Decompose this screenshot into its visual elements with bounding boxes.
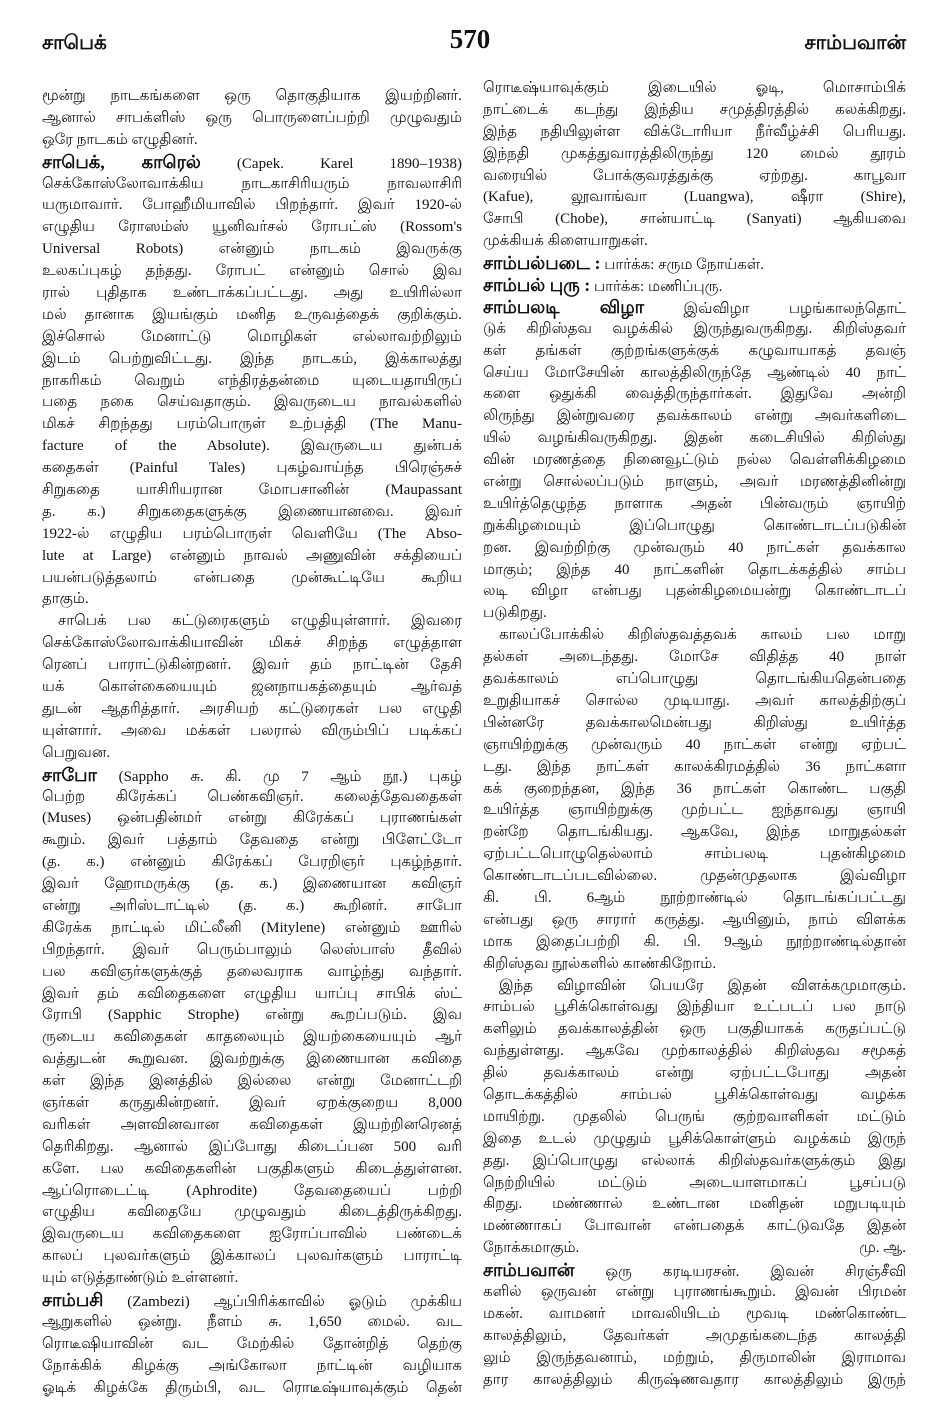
line-text: பெறுவன.: [42, 744, 111, 761]
line-text: இவர் ஹோமருக்கு (த. க.) இணையான கவிஞர்: [42, 876, 462, 893]
text-line: [42, 305, 462, 327]
text-line: [483, 647, 906, 669]
text-line: [483, 1194, 906, 1216]
paragraph: [42, 611, 462, 764]
line-text: தார காலத்திலும் கிருஷ்ணவதார காலத்திலும் இருந்: [483, 1371, 906, 1388]
line-text: டுக் கிறிஸ்தவ வழக்கில் இருந்துவருகிறது. கிறிஸ்தவர்: [483, 320, 906, 337]
text-line: [483, 1216, 906, 1238]
text-line: [483, 1326, 906, 1348]
text-line: [483, 866, 906, 888]
text-line: [483, 844, 906, 866]
line-text: றன்றே தொடங்கியது. ஆகவே, இந்த மாறுதல்கள்: [483, 824, 906, 841]
text-line: [42, 480, 462, 502]
text-line: [42, 1115, 462, 1137]
text-line: [42, 765, 462, 787]
line-text: கொண்டாடப்படவில்லை. முதன்முதலாக இவ்விழா: [483, 868, 906, 885]
text-line: [42, 1268, 462, 1290]
line-text: பார்க்க: சரும நோய்கள்.: [604, 257, 765, 274]
line-text: பின்னரே தவக்காலமென்பது கிறிஸ்து உயிர்த்த: [483, 714, 906, 731]
entry-heading: சாம்பசி: [42, 1289, 104, 1310]
line-text: கிரேக்க நாட்டில் மிட்லீனி (Mitylene) என்னும் ஊரில்: [42, 919, 462, 936]
line-text: 1922-ல் எழுதிய பரம்பொருள் வெளியே (The Abso-: [42, 525, 462, 542]
line-text: பல கவிஞர்களுக்குத் தலைவராக வாழ்ந்து வந்தார்.: [42, 963, 462, 980]
line-text: என்பது ஒரு சாரார் கருத்து. ஆயினும், நாம் விளக்க: [483, 911, 906, 928]
text-line: [42, 918, 462, 940]
text-line: [42, 86, 462, 108]
line-text: செக்கோஸ்லோவாக்கிய நாடகாசிரியரும் நாவலாசிரி: [42, 175, 462, 192]
text-line: [42, 1290, 462, 1312]
text-line: [42, 830, 462, 852]
entry-heading: சாம்பவான்: [483, 1260, 575, 1281]
text-line: [42, 1312, 462, 1334]
paragraph: [483, 625, 906, 975]
line-text: தில் தவக்காலம் என்று ஏற்பட்டபோது அதன்: [483, 1065, 906, 1082]
text-line: [483, 997, 906, 1019]
line-text: லும் இருந்தவனாம், மற்றும், திருமாலின் இராமாவ: [483, 1349, 906, 1366]
text-line: [42, 808, 462, 830]
text-line: [483, 450, 906, 472]
entry: [483, 297, 906, 625]
line-text: முக்கியக் கிளையாறுகள்.: [483, 233, 648, 250]
line-text: வரையில் போக்குவரத்துக்கு ஏற்றது. காபூவா: [483, 167, 906, 184]
text-line: [42, 1071, 462, 1093]
line-text: துடன் ஆதரித்தார். அரசியற் கட்டுரைகள் பல எழுதி: [42, 700, 462, 717]
line-text: நாட்டைக் கடந்து இந்திய சமுத்திரத்தில் கலக்கிறது.: [483, 101, 906, 118]
text-line: [483, 516, 906, 538]
text-line: [483, 669, 906, 691]
line-text: (த. க.) என்னும் கிரேக்கப் பேரறிஞர் புகழ்ந்தார்.: [42, 854, 462, 871]
line-text: யும் எடுத்தாண்டும் உள்ளனர்.: [42, 1270, 239, 1287]
line-text: த. க.) சிறுகதைகளுக்கு இணையானவை. இவர்: [42, 503, 462, 520]
text-line: [483, 428, 906, 450]
text-line: [42, 568, 462, 590]
text-line: [42, 239, 462, 261]
line-text: களிலும் தவக்காலத்தின் ஒரு பகுதியாகக் கருதப்பட்டு: [483, 1021, 906, 1038]
line-text: ஞர்கள் கருதுகின்றனர். இவர் ஏறக்குறைய 8,000: [42, 1094, 462, 1111]
text-line: [483, 1129, 906, 1151]
line-text: தல்கள் அடைந்தது. மோசே விதித்த 40 நாள்: [483, 649, 906, 666]
text-line: [483, 297, 906, 319]
text-line: [42, 721, 462, 743]
text-line: [483, 625, 906, 647]
line-text: வின் மரணத்தை நினைவூட்டும் நல்ல வெள்ளிக்கிழமை: [483, 452, 906, 469]
line-text: மாக இதைப்பற்றி கி. பி. 9ஆம் நூற்றாண்டில்தான்: [483, 933, 906, 950]
line-text: லிருந்து இன்றுவரை தவக்காலம் என்று அவர்களிடை: [483, 408, 906, 425]
line-text: ஞாயிற்றுக்கு முன்வரும் 40 நாட்கள் என்று ஏற்பட்: [483, 736, 906, 753]
text-line: [42, 611, 462, 633]
line-text: கள் இந்த இனத்தில் இல்லை என்று மேனாட்டறி: [42, 1073, 462, 1090]
entry: [42, 765, 462, 1290]
line-text: இவர் தம் கவிதைகளை எழுதிய யாப்பு சாபிக் ஸ்ட்: [42, 985, 462, 1002]
text-line: [483, 1304, 906, 1326]
text-line: [483, 122, 906, 144]
text-line: [42, 283, 462, 305]
line-text: யக் கொள்கையையும் ஜனநாயகத்தையும் ஆர்வத்: [42, 679, 462, 696]
entry: [483, 275, 906, 297]
line-text: மாயிற்று. முதலில் பெருங் குற்றவாளிகள் மட்டும்: [483, 1108, 906, 1125]
line-text: ஓடிக் கிழக்கே திரும்பி, வட ரொடீஷ்யாவுக்கும் தென்: [42, 1379, 462, 1396]
text-line: [483, 1282, 906, 1304]
line-text: வரிகள் அளவினவான கவிதைகள் இயற்றினரெனத்: [42, 1116, 462, 1133]
line-text: இந்த விழாவின் பெயரே இதன் விளக்கமுமாகும்.: [499, 977, 906, 994]
line-text: ஆனால் சாபக்ளிஸ் ஒரு பொருளைப்பற்றி முழுவதும்: [42, 109, 462, 126]
text-line: [483, 1151, 906, 1173]
line-text: யுள்ளார். அவை மக்கள் பலரால் விரும்பிப் படிக்கப்: [42, 722, 462, 739]
line-text: மகன். வாமனர் மாவலியிடம் மூவடி மண்கொண்ட: [483, 1305, 906, 1322]
text-line: [483, 735, 906, 757]
text-line: [42, 1137, 462, 1159]
text-line: [483, 1370, 906, 1392]
line-text: பதை நகை செய்வதாகும். இவருடைய நாவல்களில்: [42, 394, 462, 411]
line-text: கிறது. மண்ணால் உண்டான மனிதன் மறுபடியும்: [483, 1196, 906, 1213]
line-text: சாம்பல் பூசிக்கொள்வது இந்தியா உட்படப் பல நாடு: [483, 999, 906, 1016]
line-text: ஏற்பட்டபொழுதெல்லாம் சாம்பலடி புதன்கிழமை: [483, 846, 906, 863]
text-line: [483, 341, 906, 363]
text-line: [42, 436, 462, 458]
line-text: கூறும். இவர் பத்தாம் தேவதை என்று பிளேட்டோ: [42, 832, 462, 849]
line-text: றன. இவற்றிற்கு முன்வரும் 40 நாட்கள் தவக்கால: [483, 539, 906, 556]
line-text: காலப் புலவர்களும் இக்காலப் புலவர்களும் பாராட்டி: [42, 1248, 462, 1265]
line-text: (Muses) ஒன்பதின்மர் என்று கிரேக்கப் புராணங்கள்: [42, 810, 462, 827]
text-line: [483, 581, 906, 603]
text-line: [483, 472, 906, 494]
line-text: ஆப்ரொடைட்டி (Aphrodite) தேவதையைப் பற்றி: [42, 1182, 462, 1199]
entry: [42, 152, 462, 612]
text-line: [483, 910, 906, 932]
line-text: தவக்காலம் எப்பொழுது தொடங்கியதென்பதை: [483, 671, 906, 688]
text-line: [483, 1238, 906, 1260]
text-line: [483, 384, 906, 406]
text-line: [42, 874, 462, 896]
line-text: இவ்விழா பழங்காலந்தொட்: [683, 300, 906, 317]
text-line: [483, 78, 906, 100]
line-text: எழுதிய ரோஸம்ஸ் யூனிவர்சல் ரோபட்ஸ் (Rossom's: [42, 219, 462, 236]
text-line: [42, 1181, 462, 1203]
entry-heading: சாம்பல்படை :: [483, 253, 601, 274]
line-text: பார்க்க: மணிப்புரு.: [594, 279, 723, 296]
line-text: தது. இப்பொழுது எல்லாக் கிறிஸ்தவர்களுக்கும் இது: [483, 1152, 906, 1169]
text-line: [483, 319, 906, 341]
text-line: [483, 209, 906, 231]
text-line: [42, 1049, 462, 1071]
line-text: தொடக்கத்தில் சாம்பல் பூசிக்கொள்வது வழக்க: [483, 1086, 906, 1103]
line-text: கள் தங்கள் குற்றங்களுக்குக் கழுவாயாகத் தவஞ்: [483, 342, 906, 359]
text-line: [42, 984, 462, 1006]
line-text: மூன்று நாடகங்களை ஒரு தொகுதியாக இயற்றினர்.: [42, 88, 462, 104]
text-line: [42, 1356, 462, 1378]
text-line: [42, 458, 462, 480]
line-text: ஒரு கரடியரசன். இவன் சிரஞ்சீவி: [605, 1264, 906, 1281]
text-line: [483, 1019, 906, 1041]
line-text: யருமாவார். போஹீமியாவில் பிறந்தார். இவர் 1920-ல்: [42, 197, 462, 214]
text-line: [42, 677, 462, 699]
text-line: [42, 1093, 462, 1115]
text-line: [483, 187, 906, 209]
line-text: ருடைய கவிதைகள் காதலையும் இயற்கையையும் ஆர்: [42, 1029, 462, 1046]
text-line: [483, 144, 906, 166]
line-text: கதைகள் (Painful Tales) புகழ்வாய்ந்த பிரெஞ்சுச்: [42, 460, 462, 477]
line-text: lute at Large) என்னும் நாவல் அணுவின் சக்தியைப்: [42, 547, 462, 564]
line-text: மண்ணாகப் போவான் என்பதைக் காட்டுவதே இதன்: [483, 1218, 906, 1235]
text-line: [42, 940, 462, 962]
line-text: கக் குறைந்தன, இந்த 36 நாட்கள் கொண்ட பகுதி: [483, 780, 906, 797]
page-number: 570: [449, 24, 491, 54]
line-text: டது. இந்த நாட்கள் காலக்கிரமத்தில் 36 நாட்களா: [483, 758, 906, 775]
running-head-left: சாபெக்: [42, 32, 107, 54]
entry-heading: சாம்பலடி விழா: [483, 296, 645, 317]
text-line: [483, 779, 906, 801]
text-line: [483, 822, 906, 844]
text-line: [483, 275, 906, 297]
line-text: சோபி (Chobe), சான்யாட்டி (Sanyati) ஆகியவை: [483, 211, 906, 228]
entry-heading: சாபெக், காரெல்: [42, 151, 201, 172]
text-line: [42, 349, 462, 371]
text-line: [483, 932, 906, 954]
text-line: [483, 1260, 906, 1282]
line-text: உலகப்புகழ் தந்தது. ரோபட் என்னும் சொல் இவ: [42, 263, 462, 280]
right-column: [483, 78, 906, 1391]
text-line: [483, 1107, 906, 1129]
line-text: தெரிகிறது. ஆனால் இப்போது கிடைப்பன 500 வரி: [42, 1138, 462, 1155]
text-line: [483, 800, 906, 822]
line-text: பெற்ற கிரேக்கப் பெண்கவிஞர். கலைத்தேவதைகள்: [42, 788, 462, 805]
text-line: [42, 327, 462, 349]
line-text: என்று அரிஸ்டாட்டில் (த. க.) கூறினர். சாபோ: [42, 897, 462, 914]
text-line: [483, 363, 906, 385]
line-text: இச்சொல் மேனாட்டு மொழிகள் எல்லாவற்றிலும்: [42, 328, 462, 345]
line-text: களில் ஒருவன் என்று புராணங்கூறும். இவன் பிரமன்: [483, 1283, 906, 1300]
text-line: [483, 1173, 906, 1195]
line-text: செக்கோஸ்லோவாக்கியாவின் மிகச் சிறந்த எழுத்தாள: [42, 635, 462, 652]
line-text: களை ஒதுக்கி வைத்திருந்தார்கள். இதுவே அன்றி: [483, 386, 906, 403]
text-line: [42, 414, 462, 436]
text-line: [42, 174, 462, 196]
line-text: ரொடீஷ்யாவுக்கும் இடையில் ஓடி, மொசாம்பிக்: [483, 80, 906, 96]
line-text: ரோபி (Sapphic Strophe) என்று கூறப்படும். இவ: [42, 1007, 462, 1024]
line-text: ரெனப் பாராட்டுகின்றனர். இவர் தம் நாட்டின் தேசி: [42, 657, 462, 674]
line-text: நெற்றியில் மட்டும் அடையாளமாகப் பூசப்படு: [483, 1174, 906, 1191]
text-line: [42, 1378, 462, 1400]
text-line: [42, 1159, 462, 1181]
text-line: [483, 976, 906, 998]
text-line: [483, 1348, 906, 1370]
text-line: [42, 962, 462, 984]
line-text: மிகச் சிறந்தது பரம்பொருள் உற்பத்தி (The Manu-: [42, 416, 462, 433]
text-line: [42, 743, 462, 765]
line-text: நோக்கமாகும்.: [483, 1240, 580, 1257]
line-text: ரால் புதிதாக உண்டாக்கப்பட்டது. அது உயிரில்லா: [42, 285, 462, 302]
line-text: (Sappho சு. கி. மு 7 ஆம் நூ.) புகழ்: [118, 768, 462, 785]
text-line: [42, 1224, 462, 1246]
line-text: சாபெக் பல கட்டுரைகளும் எழுதியுள்ளார். இவரை: [58, 613, 462, 630]
line-text: ஒரே நாடகம் எழுதினர்.: [42, 131, 198, 148]
text-line: [483, 406, 906, 428]
line-text: facture of the Absolute). இவருடைய துன்பக்: [42, 438, 462, 455]
text-line: [483, 100, 906, 122]
line-text: யில் வழங்கிவருகிறது. இதன் கடைசியில் கிறிஸ்து: [483, 430, 906, 447]
line-text: நோக்கிக் கிழக்கு அங்கோலா நாட்டின் வழியாக: [42, 1357, 462, 1374]
text-line: [42, 392, 462, 414]
text-line: [483, 954, 906, 976]
text-line: [483, 1063, 906, 1085]
line-text: நாகரிகம் வெறும் எந்திரத்தன்மை யுடையதாயிருப்: [42, 372, 462, 389]
text-line: [483, 691, 906, 713]
line-text: வத்துடன் கூறுவன. இவற்றுக்கு இணையான கவிதை: [42, 1051, 462, 1068]
line-text: (Capek. Karel 1890–1938): [236, 155, 462, 172]
line-text: (Kafue), லூவாங்வா (Luangwa), ஷீரா (Shire),: [483, 189, 906, 206]
text-line: [42, 502, 462, 524]
entry: [483, 1260, 906, 1391]
text-line: [483, 253, 906, 275]
text-line: [42, 1334, 462, 1356]
line-text: பிறந்தார். இவர் பெரும்பாலும் லெஸ்பாஸ் தீவில்: [42, 941, 462, 958]
line-text: செய்ய மோசேயின் காலத்திலிருந்தே ஆண்டில் 40 நாட்: [483, 364, 906, 381]
running-head-right: சாம்பவான்: [804, 32, 906, 54]
line-text: தாகும்.: [42, 591, 89, 608]
text-line: [42, 1246, 462, 1268]
text-line: [483, 231, 906, 253]
line-text: கிறிஸ்தவ நூல்களில் காண்கிறோம்.: [483, 955, 717, 972]
text-line: [483, 1085, 906, 1107]
text-line: [42, 152, 462, 174]
author-signature: மு. ஆ.: [859, 1240, 906, 1257]
entry-heading: சாபோ: [42, 764, 97, 785]
text-line: [483, 538, 906, 560]
text-line: [483, 888, 906, 910]
text-line: [42, 852, 462, 874]
text-line: [483, 603, 906, 625]
text-line: [483, 166, 906, 188]
text-line: [483, 713, 906, 735]
text-line: [42, 633, 462, 655]
line-text: சிறுகதை யாசிரியரான மோபசானின் (Maupassant: [42, 482, 462, 499]
text-line: [483, 494, 906, 516]
text-line: [483, 757, 906, 779]
entry: [483, 253, 906, 275]
line-text: உயிர்த்தெழுந்த நாளாக அதன் பின்வரும் ஞாயிற்: [483, 495, 906, 512]
line-text: இவருடைய கவிதைகளை ஐரோப்பாவில் பண்டைக்: [42, 1226, 462, 1243]
paragraph: [42, 86, 462, 152]
line-text: றுக்கிழமையும் இப்பொழுது கொண்டாடப்படுகின்: [483, 517, 906, 534]
entry: [42, 1290, 462, 1399]
left-column: [42, 86, 462, 1399]
text-line: [483, 1041, 906, 1063]
line-text: எழுதிய கவிதையே முழுவதும் கிடைத்திருக்கிறது.: [42, 1204, 462, 1221]
entry-heading: சாம்பல் புரு :: [483, 275, 591, 296]
line-text: இந்நதி முகத்துவாரத்திலிருந்து 120 மைல் தூரம்: [483, 145, 906, 162]
text-line: [42, 524, 462, 546]
text-line: [483, 560, 906, 582]
paragraph: [483, 976, 906, 1261]
paragraph: [483, 78, 906, 253]
text-line: [42, 371, 462, 393]
text-line: [42, 108, 462, 130]
line-text: மாகும்; இந்த 40 நாட்களின் தொடக்கத்தில் சாம்ப: [483, 561, 906, 578]
text-line: [42, 217, 462, 239]
text-line: [42, 896, 462, 918]
line-text: கி. பி. 6ஆம் நூற்றாண்டில் தொடங்கப்பட்டது: [483, 889, 906, 906]
line-text: இடம் பெற்றுவிட்டது. இந்த நாடகம், இக்காலத்து: [42, 350, 462, 367]
line-text: லடி விழா என்பது புதன்கிழமையன்று கொண்டாடப்: [483, 583, 906, 600]
text-line: [42, 1202, 462, 1224]
text-line: [42, 699, 462, 721]
text-line: [42, 130, 462, 152]
text-line: [42, 1005, 462, 1027]
line-text: இந்த நதியிலுள்ள விக்டோரியா நீர்வீழ்ச்சி பெரியது.: [483, 123, 906, 140]
text-line: [42, 195, 462, 217]
line-text: வந்துள்ளது. ஆகவே முற்காலத்தில் கிறிஸ்தவ சமூகத்: [483, 1043, 906, 1060]
text-line: [42, 655, 462, 677]
line-text: உயிர்த்த ஞாயிற்றுக்கு முற்பட்ட ஐந்தாவது ஞாயி: [483, 802, 906, 819]
line-text: ரொடீஷியாவின் வட மேற்கில் தோன்றித் தெற்கு: [42, 1335, 462, 1352]
line-text: களே. பல கவிதைகளின் பகுதிகளும் கிடைத்துள்ளன.: [42, 1160, 462, 1177]
line-text: காலத்திலும், தேவர்கள் அமுதங்கடைந்த காலத்தி: [483, 1327, 906, 1344]
line-text: ஆறுகளில் ஒன்று. நீளம் சு. 1,650 மைல். வட: [42, 1313, 462, 1330]
line-text: இதை உடல் முழுதும் பூசிக்கொள்ளும் வழக்கம் இருந்: [483, 1130, 906, 1147]
line-text: படுகிறது.: [483, 605, 547, 622]
line-text: பயன்படுத்தலாம் என்பதை முன்கூட்டியே கூறிய: [42, 569, 462, 586]
line-text: காலப்போக்கில் கிறிஸ்தவத்தவக் காலம் பல மாறு: [499, 627, 906, 644]
text-line: [42, 546, 462, 568]
text-line: [42, 787, 462, 809]
line-text: என்று சொல்லப்படும் நாளும், அவர் மரணத்தினின்று: [483, 474, 906, 491]
line-text: மல் தானாக இயங்கும் மனித உருவத்தைக் குறிக்கும்.: [42, 306, 462, 323]
line-text: Universal Robots) என்னும் நாடகம் இவருக்கு: [42, 241, 462, 258]
line-text: உறுதியாகச் சொல்ல முடியாது. அவர் காலத்திற்குப்: [483, 692, 906, 709]
text-line: [42, 261, 462, 283]
text-line: [42, 589, 462, 611]
text-line: [42, 1027, 462, 1049]
line-text: (Zambezi) ஆப்பிரிக்காவில் ஓடும் முக்கிய: [127, 1293, 462, 1310]
